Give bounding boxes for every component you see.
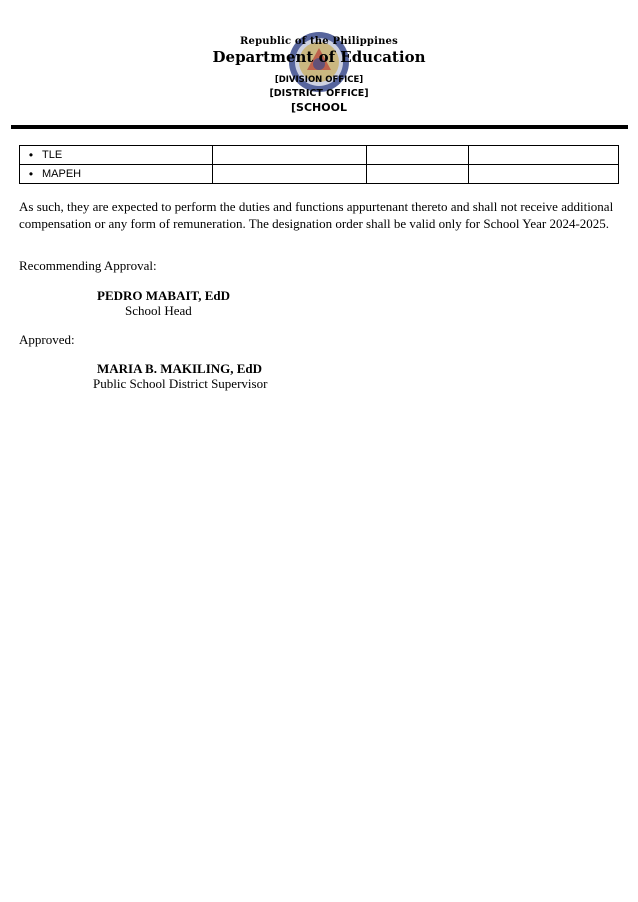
- approving-signatory-title: Public School District Supervisor: [93, 376, 268, 391]
- letterhead: [0, 28, 638, 118]
- table-cell: [212, 165, 366, 184]
- recommending-signatory-title: School Head: [125, 303, 192, 318]
- table-cell: [366, 165, 468, 184]
- approving-signatory-name: MARIA B. MAKILING, EdD: [97, 361, 263, 376]
- table-cell: [212, 146, 366, 165]
- division-office: [DIVISION OFFICE]: [274, 75, 364, 85]
- recommending-approval-label: Recommending Approval:: [19, 258, 157, 273]
- subject-cell: [20, 165, 213, 184]
- table-cell: [366, 146, 468, 165]
- bullet-icon: •: [28, 167, 34, 181]
- table-row: [20, 146, 619, 165]
- subject-label: TLE: [42, 149, 63, 161]
- subject-label: MAPEH: [42, 168, 82, 180]
- district-office: [DISTRICT OFFICE]: [269, 88, 369, 99]
- header-divider: [11, 125, 628, 129]
- table-cell: [468, 165, 618, 184]
- approved-label: Approved:: [19, 332, 75, 347]
- republic-line: Republic of the Philippines: [240, 36, 398, 47]
- department-name: Department of Education: [212, 48, 426, 66]
- subject-cell: [20, 146, 213, 165]
- subjects-table: [19, 145, 619, 184]
- body-paragraph: As such, they are expected to perform the duties and functions appurtenant thereto and shall not receive additional compensation or any form of remuneration. The designation order shall be valid only for School Year 2024-2025.: [19, 199, 614, 231]
- school-name: [SCHOOL: [291, 101, 347, 114]
- table-cell: [468, 146, 618, 165]
- table-row: [20, 165, 619, 184]
- bullet-icon: •: [28, 148, 34, 162]
- recommending-signatory-name: PEDRO MABAIT, EdD: [97, 288, 231, 303]
